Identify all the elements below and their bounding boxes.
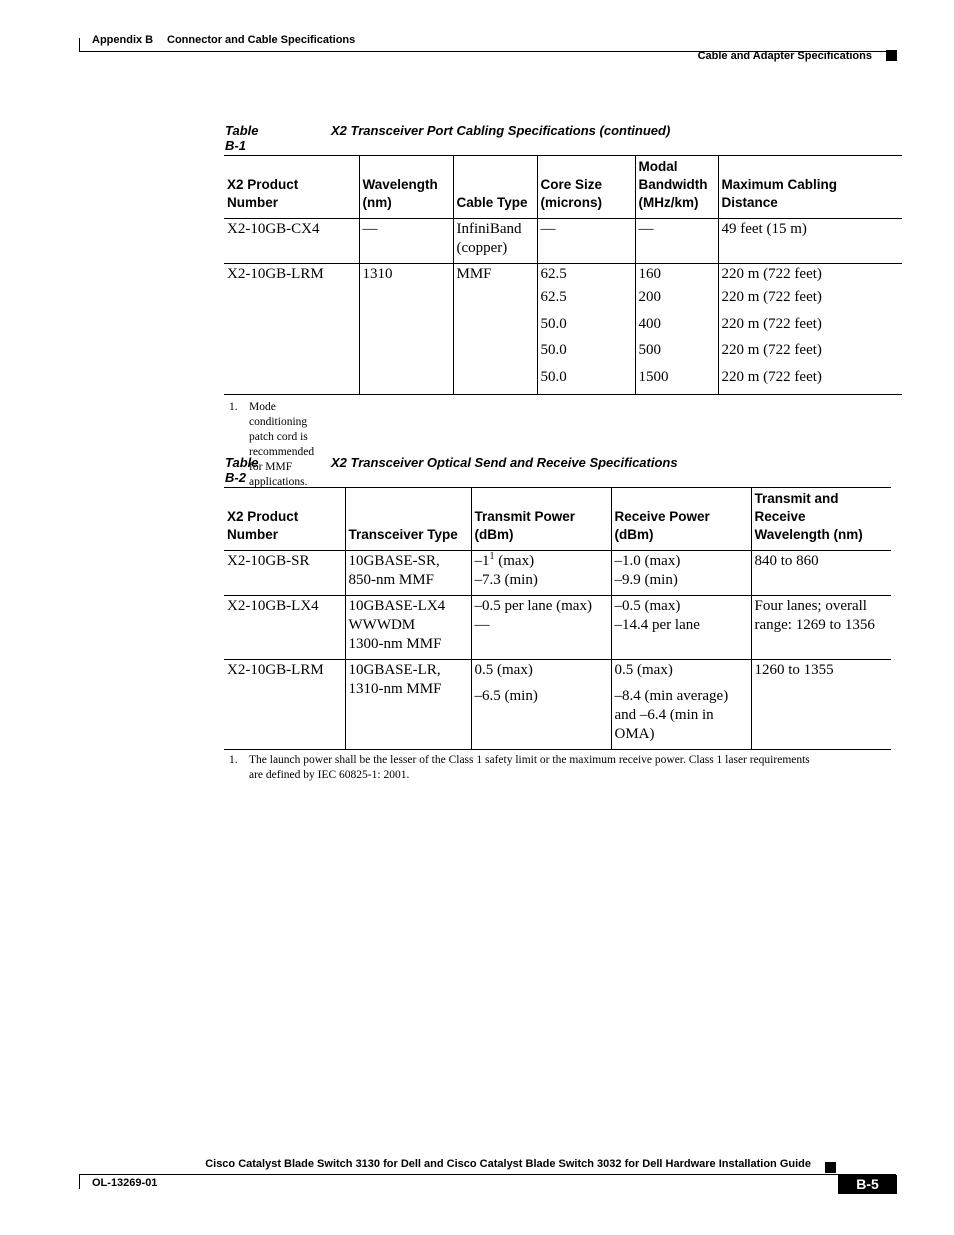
table2-footnote-number: 1. [229,754,238,766]
table-row [224,264,902,395]
lrm-bandwidth: 160 200 400 500 1500 [635,264,718,395]
lrm-wavelength: 1310 [359,264,453,395]
table-row [224,596,891,660]
sr-type: 10GBASE-SR, 850-nm MMF [345,551,471,596]
lx4-wavelength: Four lanes; overall range: 1269 to 1356 [751,596,891,660]
table2-footnote-text: The launch power shall be the lesser of the Class 1 safety limit or the maximum receive power. Class 1 laser requirements are defined by IEC 60825-1: 2001. [249,754,810,781]
footnote-ref: 1 [489,551,495,562]
footer-guide-title: Cisco Catalyst Blade Switch 3130 for Dell and Cisco Catalyst Blade Switch 3032 for Dell Hardware Installation Guide [205,1158,811,1170]
footer-left-rule [79,1174,80,1189]
table1-header-cable-type: Cable Type [453,156,537,219]
table1-header-product: X2 Product Number [224,156,359,219]
table1-header-distance: Maximum Cabling Distance [718,156,902,219]
lr-wavelength: 1260 to 1355 [751,660,891,750]
table1-title: X2 Transceiver Port Cabling Specifications (continued) [331,123,671,138]
table2-title: X2 Transceiver Optical Send and Receive Specifications [331,455,678,470]
sr-wavelength: 840 to 860 [751,551,891,596]
cx4-wavelength: — [359,219,453,264]
footer-rule [79,1174,896,1175]
table2-header-receive-power: Receive Power (dBm) [611,488,751,551]
table1-header-row [224,156,902,219]
table-row [224,219,902,264]
table-row [224,660,891,750]
header-marker-block [886,50,897,61]
page-number: B-5 [838,1175,897,1194]
header-chapter-title: Connector and Cable Specifications [167,34,356,46]
table1-footnote-number: 1. [229,401,238,413]
footer-doc-number: OL-13269-01 [92,1177,158,1189]
lrm-core-size: 62.5 62.5 50.0 50.0 50.0 [537,264,635,395]
lx4-transmit-power: –0.5 per lane (max) — [471,596,611,660]
sr-transmit-power: $-1^1$ (max) –7.3 (min) [471,551,611,596]
lx4-product: X2-10GB-LX4 [224,596,345,660]
table2-header-wavelength: Transmit and Receive Wavelength (nm) [751,488,891,551]
table2-number: Table B-2 [225,455,259,485]
table1-number: Table B-1 [225,123,259,153]
lr-receive-power: 0.5 (max) –8.4 (min average) and –6.4 (min in OMA) [611,660,751,750]
table1-header-core-size: Core Size (microns) [537,156,635,219]
table2-header-transmit-power: Transmit Power (dBm) [471,488,611,551]
table1-header-wavelength: Wavelength (nm) [359,156,453,219]
cx4-product: X2-10GB-CX4 [224,219,359,264]
lrm-distance: 220 m (722 feet) 220 m (722 feet) 220 m (722 feet) 220 m (722 feet) 220 m (722 feet) [718,264,902,395]
header-section-title: Cable and Adapter Specifications [697,50,872,62]
cx4-cable-type: InfiniBand (copper) [453,219,537,264]
lx4-type: 10GBASE-LX4 WWWDM 1300-nm MMF [345,596,471,660]
header-left-rule [79,38,80,52]
lr-transmit-power: 0.5 (max) –6.5 (min) [471,660,611,750]
footer-marker-block [825,1162,836,1173]
table2 [224,487,891,750]
table1 [224,155,902,395]
sr-receive-power: –1.0 (max) –9.9 (min) [611,551,751,596]
lr-type: 10GBASE-LR, 1310-nm MMF [345,660,471,750]
cx4-distance: 49 feet (15 m) [718,219,902,264]
sr-product: X2-10GB-SR [224,551,345,596]
header-appendix: Appendix B [92,34,154,46]
table2-header-product: X2 Product Number [224,488,345,551]
table2-header-transceiver-type: Transceiver Type [345,488,471,551]
cx4-bandwidth: — [635,219,718,264]
table1-footnote-text: Mode conditioning patch cord is recommended for MMF applications. [249,401,315,488]
lrm-cable-type: MMF [453,264,537,395]
lx4-receive-power: –0.5 (max) –14.4 per lane [611,596,751,660]
lr-product: X2-10GB-LRM [224,660,345,750]
table-row [224,551,891,596]
table1-header-bandwidth: Modal Bandwidth (MHz/km) [635,156,718,219]
lrm-product: X2-10GB-LRM [224,264,359,395]
cx4-core-size: — [537,219,635,264]
table2-header-row [224,488,891,551]
